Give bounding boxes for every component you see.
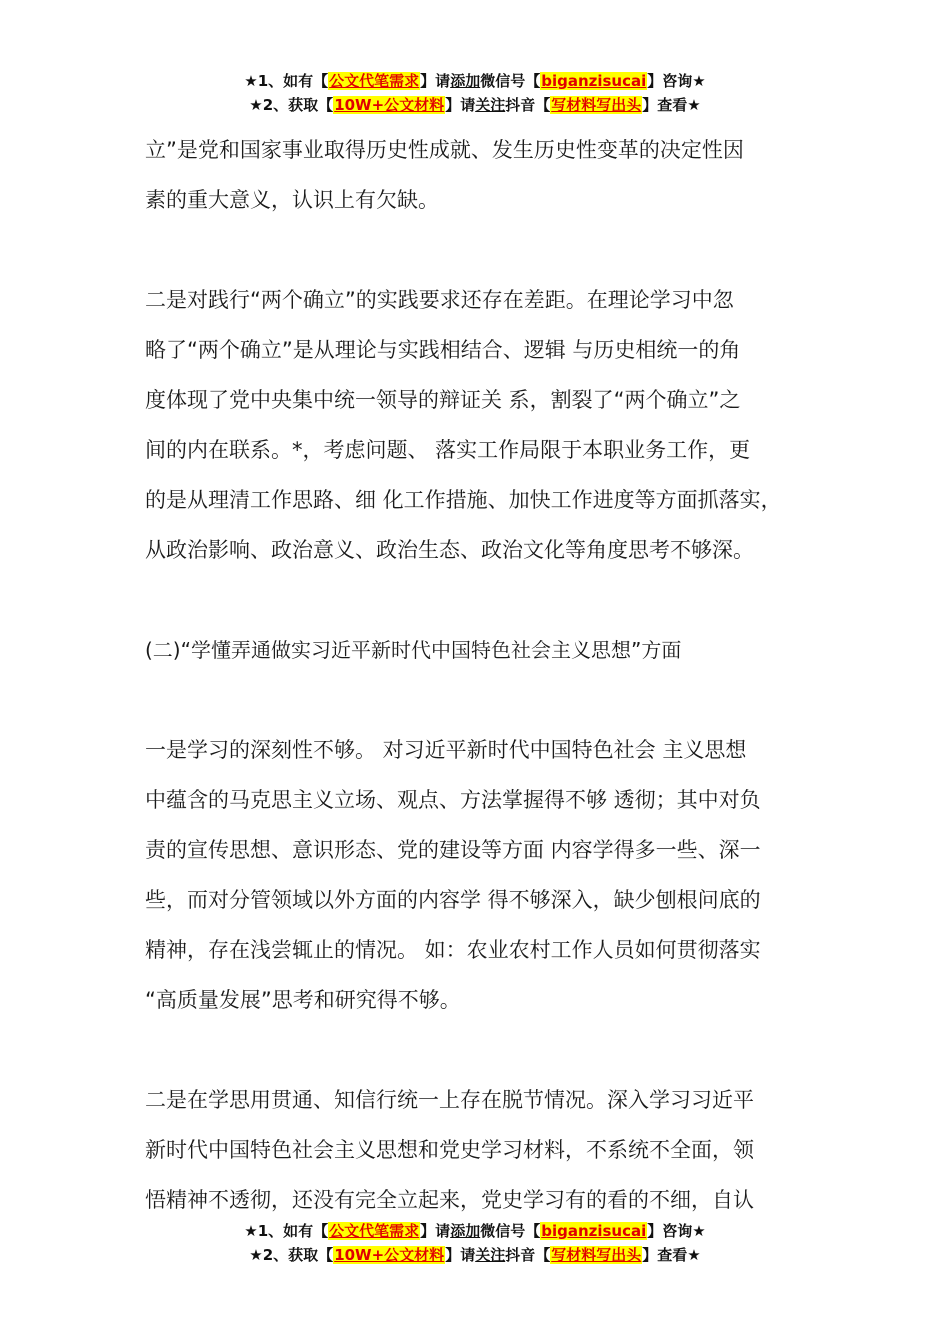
- highlight-wechat-id: biganzisucai: [541, 1222, 647, 1240]
- paragraph: [145, 275, 835, 575]
- banner-underlined: 添加: [450, 1222, 481, 1240]
- paragraph: [145, 125, 835, 225]
- highlight-service: 公文代笔需求: [329, 72, 420, 90]
- document-body: [145, 125, 835, 1225]
- highlight-materials: 10W+公文材料: [334, 96, 445, 114]
- section-heading: [145, 625, 835, 675]
- text-line: 些，而对分管领域以外方面的内容学 得不够深入，缺少刨根问底的: [145, 888, 761, 912]
- banner-text: 】咨询★: [647, 72, 706, 90]
- text-line: “高质量发展”思考和研究得不够。: [145, 988, 461, 1012]
- banner-line-2: [0, 93, 950, 117]
- text-line: 略了“两个确立”是从理论与实践相结合、逻辑 与历史相统一的角: [145, 338, 741, 362]
- footer-banner: [0, 1219, 950, 1267]
- highlight-douyin: 写材料写出头: [551, 1246, 642, 1264]
- text-line: 悟精神不透彻，还没有完全立起来，党史学习有的看的不细，自认: [145, 1188, 754, 1212]
- highlight-wechat-id: biganzisucai: [541, 72, 647, 90]
- text-line: 责的宣传思想、意识形态、党的建设等方面 内容学得多一些、深一: [145, 838, 761, 862]
- banner-text: 】查看★: [642, 96, 701, 114]
- banner-text: 微信号【: [480, 72, 541, 90]
- banner-line-2: [0, 1243, 950, 1267]
- banner-text: 】咨询★: [647, 1222, 706, 1240]
- text-line: 二是对践行“两个确立”的实践要求还存在差距。在理论学习中忽: [145, 288, 734, 312]
- banner-text: ★2、获取【: [249, 96, 334, 114]
- banner-line-1: [0, 1219, 950, 1243]
- text-line: 立”是党和国家事业取得历史性成就、发生历史性变革的决定性因: [145, 138, 744, 162]
- highlight-service: 公文代笔需求: [329, 1222, 420, 1240]
- paragraph: [145, 1075, 835, 1225]
- banner-text: 抖音【: [505, 1246, 551, 1264]
- text-line: 二是在学思用贯通、知信行统一上存在脱节情况。深入学习习近平: [145, 1088, 754, 1112]
- paragraph: [145, 725, 835, 1025]
- banner-text: ★1、如有【: [244, 1222, 329, 1240]
- text-line: 间的内在联系。*，考虑问题、 落实工作局限于本职业务工作，更: [145, 438, 751, 462]
- text-line: 中蕴含的马克思主义立场、观点、方法掌握得不够 透彻；其中对负: [145, 788, 761, 812]
- banner-text: 】请: [420, 72, 451, 90]
- text-line: 素的重大意义，认识上有欠缺。: [145, 188, 439, 212]
- header-banner: [0, 69, 950, 117]
- banner-text: 微信号【: [480, 1222, 541, 1240]
- banner-text: 】请: [445, 1246, 476, 1264]
- text-line: 的是从理清工作思路、细 化工作措施、加快工作进度等方面抓落实，: [145, 488, 782, 512]
- banner-text: ★1、如有【: [244, 72, 329, 90]
- text-line: 从政治影响、政治意义、政治生态、政治文化等角度思考不够深。: [145, 538, 754, 562]
- banner-text: ★2、获取【: [249, 1246, 334, 1264]
- banner-text: 】查看★: [642, 1246, 701, 1264]
- text-line: 新时代中国特色社会主义思想和党史学习材料，不系统不全面，领: [145, 1138, 754, 1162]
- text-line: 精神，存在浅尝辄止的情况。 如：农业农村工作人员如何贯彻落实: [145, 938, 761, 962]
- banner-underlined: 关注: [475, 96, 506, 114]
- highlight-materials: 10W+公文材料: [334, 1246, 445, 1264]
- banner-text: 】请: [420, 1222, 451, 1240]
- highlight-douyin: 写材料写出头: [551, 96, 642, 114]
- banner-text: 】请: [445, 96, 476, 114]
- section-heading-text: (二)“学懂弄通做实习近平新时代中国特色社会主义思想”方面: [145, 638, 682, 662]
- banner-underlined: 关注: [475, 1246, 506, 1264]
- banner-line-1: [0, 69, 950, 93]
- banner-text: 抖音【: [505, 96, 551, 114]
- text-line: 一是学习的深刻性不够。 对习近平新时代中国特色社会 主义思想: [145, 738, 747, 762]
- text-line: 度体现了党中央集中统一领导的辩证关 系，割裂了“两个确立”之: [145, 388, 741, 412]
- banner-underlined: 添加: [450, 72, 481, 90]
